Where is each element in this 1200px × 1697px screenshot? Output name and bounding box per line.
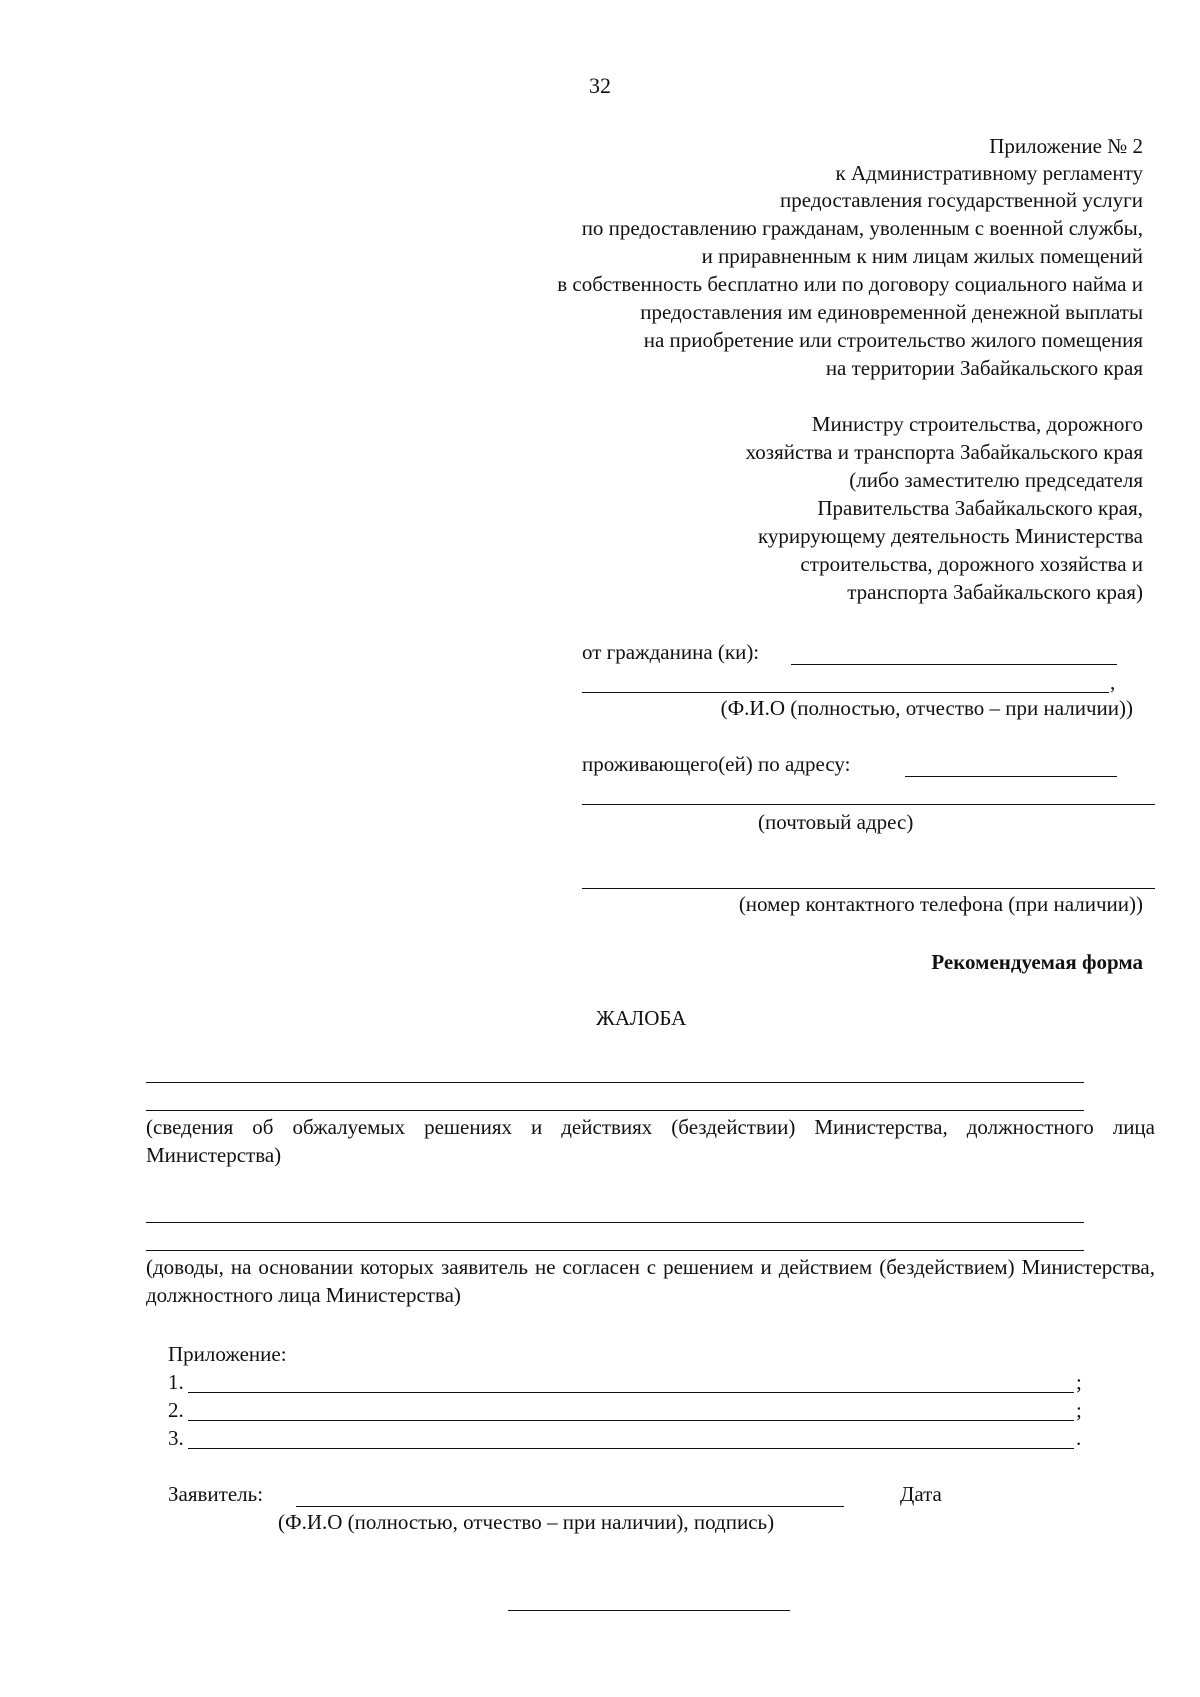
appendix-line: на приобретение или строительство жилого помещения	[643, 328, 1143, 352]
closing-divider	[508, 1610, 790, 1611]
fio-hint: (Ф.И.О (полностью, отчество – при наличии))	[720, 696, 1133, 720]
attachments-label: Приложение:	[168, 1342, 287, 1366]
address-label: проживающего(ей) по адресу:	[582, 752, 851, 776]
attachment-end: ;	[1076, 1398, 1082, 1422]
address-input-line[interactable]	[905, 776, 1117, 777]
appendix-line: на территории Забайкальского края	[825, 356, 1143, 380]
fio-input-line[interactable]	[791, 664, 1117, 665]
postal-address-input-line[interactable]	[582, 804, 1155, 805]
date-label: Дата	[900, 1482, 942, 1506]
attachment-number: 2.	[168, 1398, 184, 1422]
arguments-input-line[interactable]	[146, 1222, 1084, 1223]
appendix-line: предоставления им единовременной денежной выплаты	[640, 300, 1143, 324]
attachment-input-line[interactable]	[188, 1392, 1074, 1393]
attachment-end: ;	[1076, 1370, 1082, 1394]
postal-hint: (почтовый адрес)	[758, 810, 914, 834]
attachment-number: 3.	[168, 1426, 184, 1450]
attachment-end: .	[1076, 1426, 1082, 1450]
arguments-hint: (доводы, на основании которых заявитель не согласен с решением и действием (бездействием) Министерства, должностного лица Министерства)	[146, 1255, 1155, 1307]
decisions-input-line-2[interactable]	[146, 1110, 1084, 1111]
recommended-form-label: Рекомендуемая форма	[931, 950, 1143, 974]
attachment-input-line[interactable]	[188, 1420, 1074, 1421]
addressee-line: (либо заместителю председателя	[849, 468, 1143, 492]
appendix-line: к Административному регламенту	[835, 161, 1143, 185]
arguments-input-line-2[interactable]	[146, 1250, 1084, 1251]
addressee-line: Правительства Забайкальского края,	[817, 496, 1143, 520]
appendix-line: предоставления государственной услуги	[780, 188, 1143, 212]
from-label: от гражданина (ки):	[582, 640, 760, 664]
attachment-input-line[interactable]	[188, 1448, 1074, 1449]
phone-input-line[interactable]	[582, 888, 1155, 889]
comma: ,	[1110, 670, 1116, 694]
fio-input-line-2[interactable]	[582, 692, 1109, 693]
addressee-line: Министру строительства, дорожного	[811, 412, 1143, 436]
decisions-hint: (сведения об обжалуемых решениях и действиях (бездействии) Министерства, должностного лица Министерства)	[146, 1115, 1155, 1167]
applicant-signature-label: Заявитель:	[168, 1482, 264, 1506]
addressee-line: хозяйства и транспорта Забайкальского края	[745, 440, 1143, 464]
appendix-line: в собственность бесплатно или по договору социального найма и	[557, 272, 1143, 296]
signature-input-line[interactable]	[296, 1506, 844, 1507]
signature-hint: (Ф.И.О (полностью, отчество – при наличии), подпись)	[278, 1510, 775, 1534]
addressee-line: строительства, дорожного хозяйства и	[800, 552, 1143, 576]
appendix-line: Приложение № 2	[989, 134, 1143, 158]
decisions-input-line[interactable]	[146, 1082, 1084, 1083]
addressee-line: транспорта Забайкальского края)	[847, 580, 1143, 604]
addressee-line: курирующему деятельность Министерства	[757, 524, 1143, 548]
appendix-line: и приравненным к ним лицам жилых помещений	[701, 244, 1143, 268]
phone-hint: (номер контактного телефона (при наличии))	[738, 892, 1143, 916]
document-title: ЖАЛОБА	[596, 1006, 687, 1030]
attachment-number: 1.	[168, 1370, 184, 1394]
page-number: 32	[589, 73, 611, 98]
appendix-line: по предоставлению гражданам, уволенным с военной службы,	[581, 216, 1143, 240]
